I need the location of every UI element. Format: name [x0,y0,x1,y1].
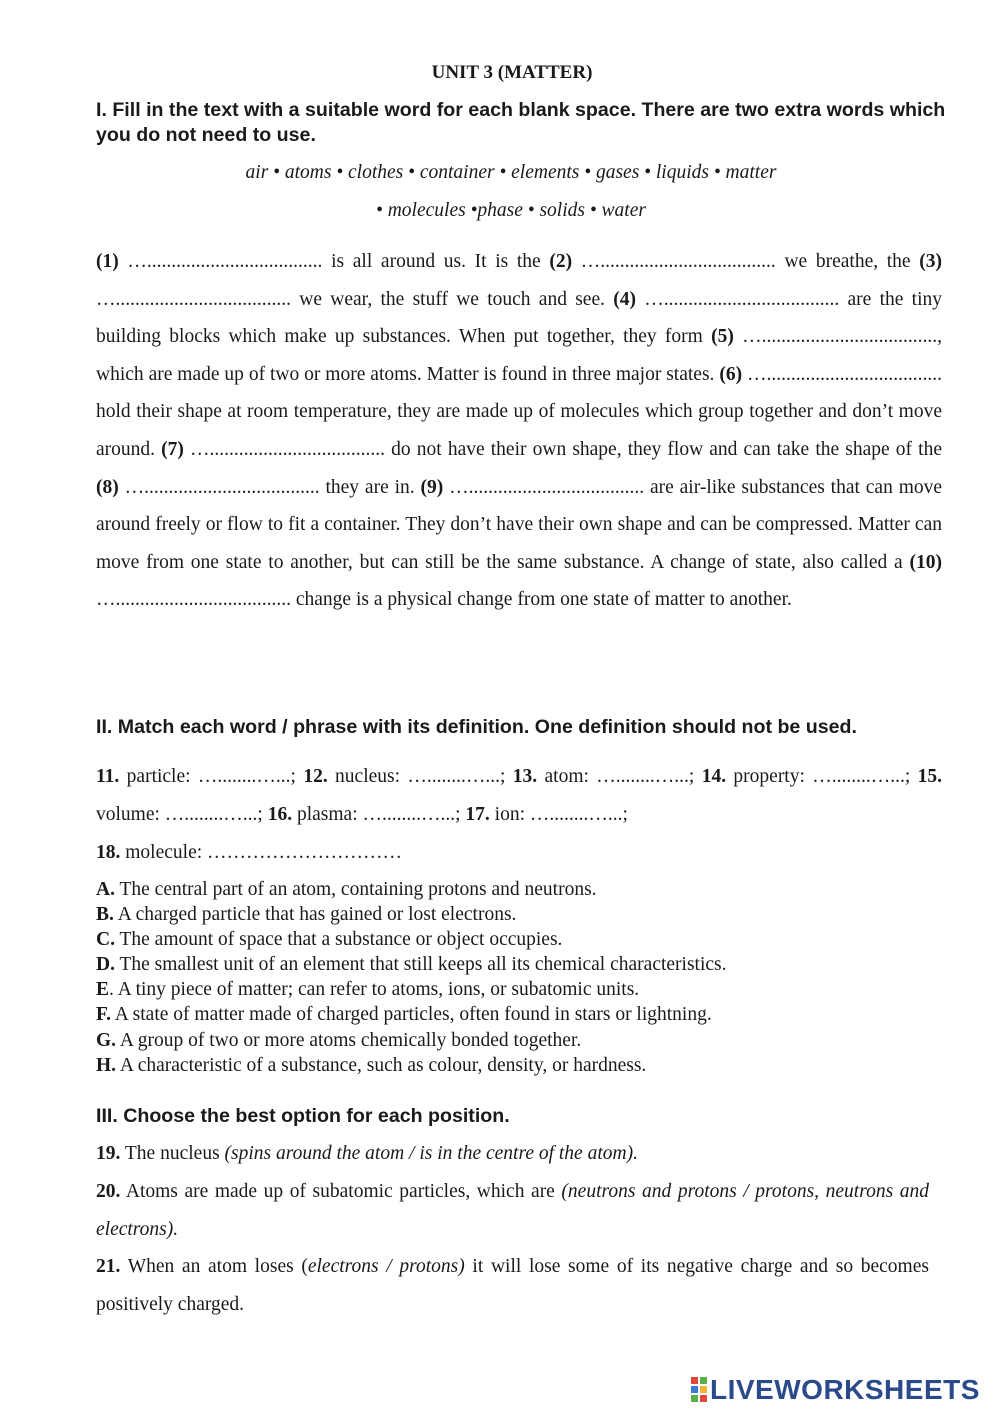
definition-text: The smallest unit of an element that still keeps all its chemical characteristics. [114,954,727,976]
section2-heading: II. Match each word / phrase with its definition. One definition should not be used. [96,716,857,738]
item-number: 18. [96,842,121,863]
definition-item [96,927,946,952]
definition-item [96,1053,946,1078]
answer-blank-14[interactable]: …........…...; [812,766,911,787]
blank-4[interactable]: ….................................... [644,288,840,310]
definition-item [96,977,946,1002]
fill-in-paragraph [96,243,942,619]
paragraph-text: we wear, the stuff we touch and see. [291,288,614,310]
item-word: plasma: [292,803,363,825]
item-word: nucleus: [327,766,408,787]
blank-number: (1) [96,251,119,272]
page-title: UNIT 3 (MATTER) [431,62,593,83]
word-bank-line1: air • atoms • clothes • container • elements • gases • liquids • matter [245,162,777,183]
matching-answers [96,758,942,833]
blank-number: (9) [420,476,444,498]
blank-8[interactable]: ….................................... [124,476,320,498]
paragraph-text: change is a physical change from one state of matter to another. [291,589,792,611]
definition-list [96,877,946,1078]
item-number: 13. [512,766,538,787]
item-number: 17. [465,803,490,825]
definition-text: A state of matter made of charged particles, often found in stars or lightning. [111,1004,712,1026]
paragraph-text: do not have their own shape, they flow and can take the shape of the [385,438,942,460]
blank-number: (2) [549,251,573,272]
definition-text: . A tiny piece of matter; can refer to atoms, ions, or subatomic units. [109,979,640,1001]
matching-answer-18 [96,834,942,872]
definition-text: The central part of an atom, containing protons and neutrons. [114,879,597,900]
question-text: it will lose some of its negative charge and so becomes positively charged. [96,1256,929,1315]
question-options[interactable]: electrons / protons) [307,1256,465,1277]
definition-text: A charged particle that has gained or lost electrons. [113,904,517,926]
word-bank-line2: • molecules •phase • solids • water [376,200,646,221]
item-number: 12. [303,766,328,787]
item-word: atom: [537,766,597,787]
blank-number: (4) [613,288,636,310]
answer-blank-11[interactable]: …........…...; [197,766,296,787]
definition-text: The amount of space that a substance or object occupies. [114,929,563,951]
definition-letter: D. [96,954,115,976]
item-word: volume: [96,803,165,825]
question-21 [96,1248,929,1323]
paragraph-text: are air-like substances that can move around freely or flow to fit a container. They don’t have their own shape and can be compressed. Matter can move from one state to another, but can still be the same substance. A change of state, also called a [96,476,943,573]
question-19 [96,1135,929,1173]
definition-letter: A. [96,879,115,900]
blank-number: (8) [96,476,119,498]
answer-blank-13[interactable]: …........…...; [596,766,695,787]
answer-blank-12[interactable]: …........…...; [407,766,506,787]
section3-heading: III. Choose the best option for each position. [96,1105,510,1127]
item-number: 16. [267,803,293,825]
question-text: The nucleus [120,1143,225,1164]
item-word: particle: [119,766,198,787]
section1-heading: I. Fill in the text with a suitable word for each blank space. There are two extra words which you do not need to use. [96,99,946,146]
paragraph-text: hold their shape at room temperature, they are made up of molecules which group together and don’t move around. [96,401,942,460]
question-text: Atoms are made up of subatomic particles, which are [120,1181,562,1202]
blank-1[interactable]: ….................................... [127,251,323,272]
definition-letter: B. [96,904,114,926]
blank-number: (6) [719,363,743,385]
definition-text: A characteristic of a substance, such as colour, density, or hardness. [116,1054,647,1076]
logo-text: LIVEWORKSHEETS [710,1374,980,1405]
liveworksheets-logo [690,1372,980,1408]
item-number: 11. [96,766,120,787]
paragraph-text: is all around us. It is the [322,251,550,272]
definition-item [96,902,946,927]
blank-7[interactable]: ….................................... [190,438,386,460]
blank-number: (3) [919,251,943,272]
item-word: ion: [489,803,530,825]
question-options[interactable]: (spins around the atom / is in the centre of the atom). [224,1143,638,1164]
answer-blank-18[interactable]: ………………………… [207,842,403,863]
definition-item [96,952,946,977]
definition-letter: H. [96,1054,117,1076]
definition-text: A group of two or more atoms chemically bonded together. [116,1029,582,1051]
question-options[interactable]: (neutrons and protons / protons, neutrons and electrons). [96,1181,929,1240]
definition-letter: C. [96,929,115,951]
definition-item [96,877,946,902]
paragraph-text: , which are made up of two or more atoms. Matter is found in three major states. [96,326,943,385]
question-number: 19. [96,1143,121,1164]
item-word: property: [726,766,813,787]
definition-letter: F. [96,1004,111,1026]
answer-blank-17[interactable]: …........…...; [529,803,628,825]
blank-3[interactable]: ….................................... [96,288,291,310]
item-number: 14. [701,766,727,787]
blank-number: (7) [161,438,184,460]
item-word: molecule: [120,842,208,863]
blank-10[interactable]: ….................................... [96,589,291,611]
paragraph-text: they are in. [319,476,421,498]
item-number: 15. [917,766,943,787]
definition-letter: G. [96,1029,117,1051]
answer-blank-16[interactable]: …........…...; [362,803,461,825]
blank-5[interactable]: ….................................... [742,326,938,348]
blank-number: (5) [711,326,734,348]
liveworksheets-mark-icon [690,1376,708,1404]
paragraph-text: are the tiny building blocks which make up substances. When put together, they form [96,288,943,348]
question-20 [96,1173,929,1248]
answer-blank-15[interactable]: …........…...; [164,803,263,825]
definition-item [96,1002,946,1027]
blank-6[interactable]: ….................................... [747,363,943,385]
paragraph-text: we breathe, the [775,251,920,272]
question-text: When an atom loses ( [120,1256,308,1277]
blank-number: (10) [909,551,942,573]
question-number: 20. [96,1181,121,1202]
blank-9[interactable]: ….................................... [449,476,645,498]
definition-letter: E [96,979,110,1001]
definition-item [96,1028,946,1053]
blank-2[interactable]: ….................................... [580,251,776,272]
question-number: 21. [96,1256,121,1277]
